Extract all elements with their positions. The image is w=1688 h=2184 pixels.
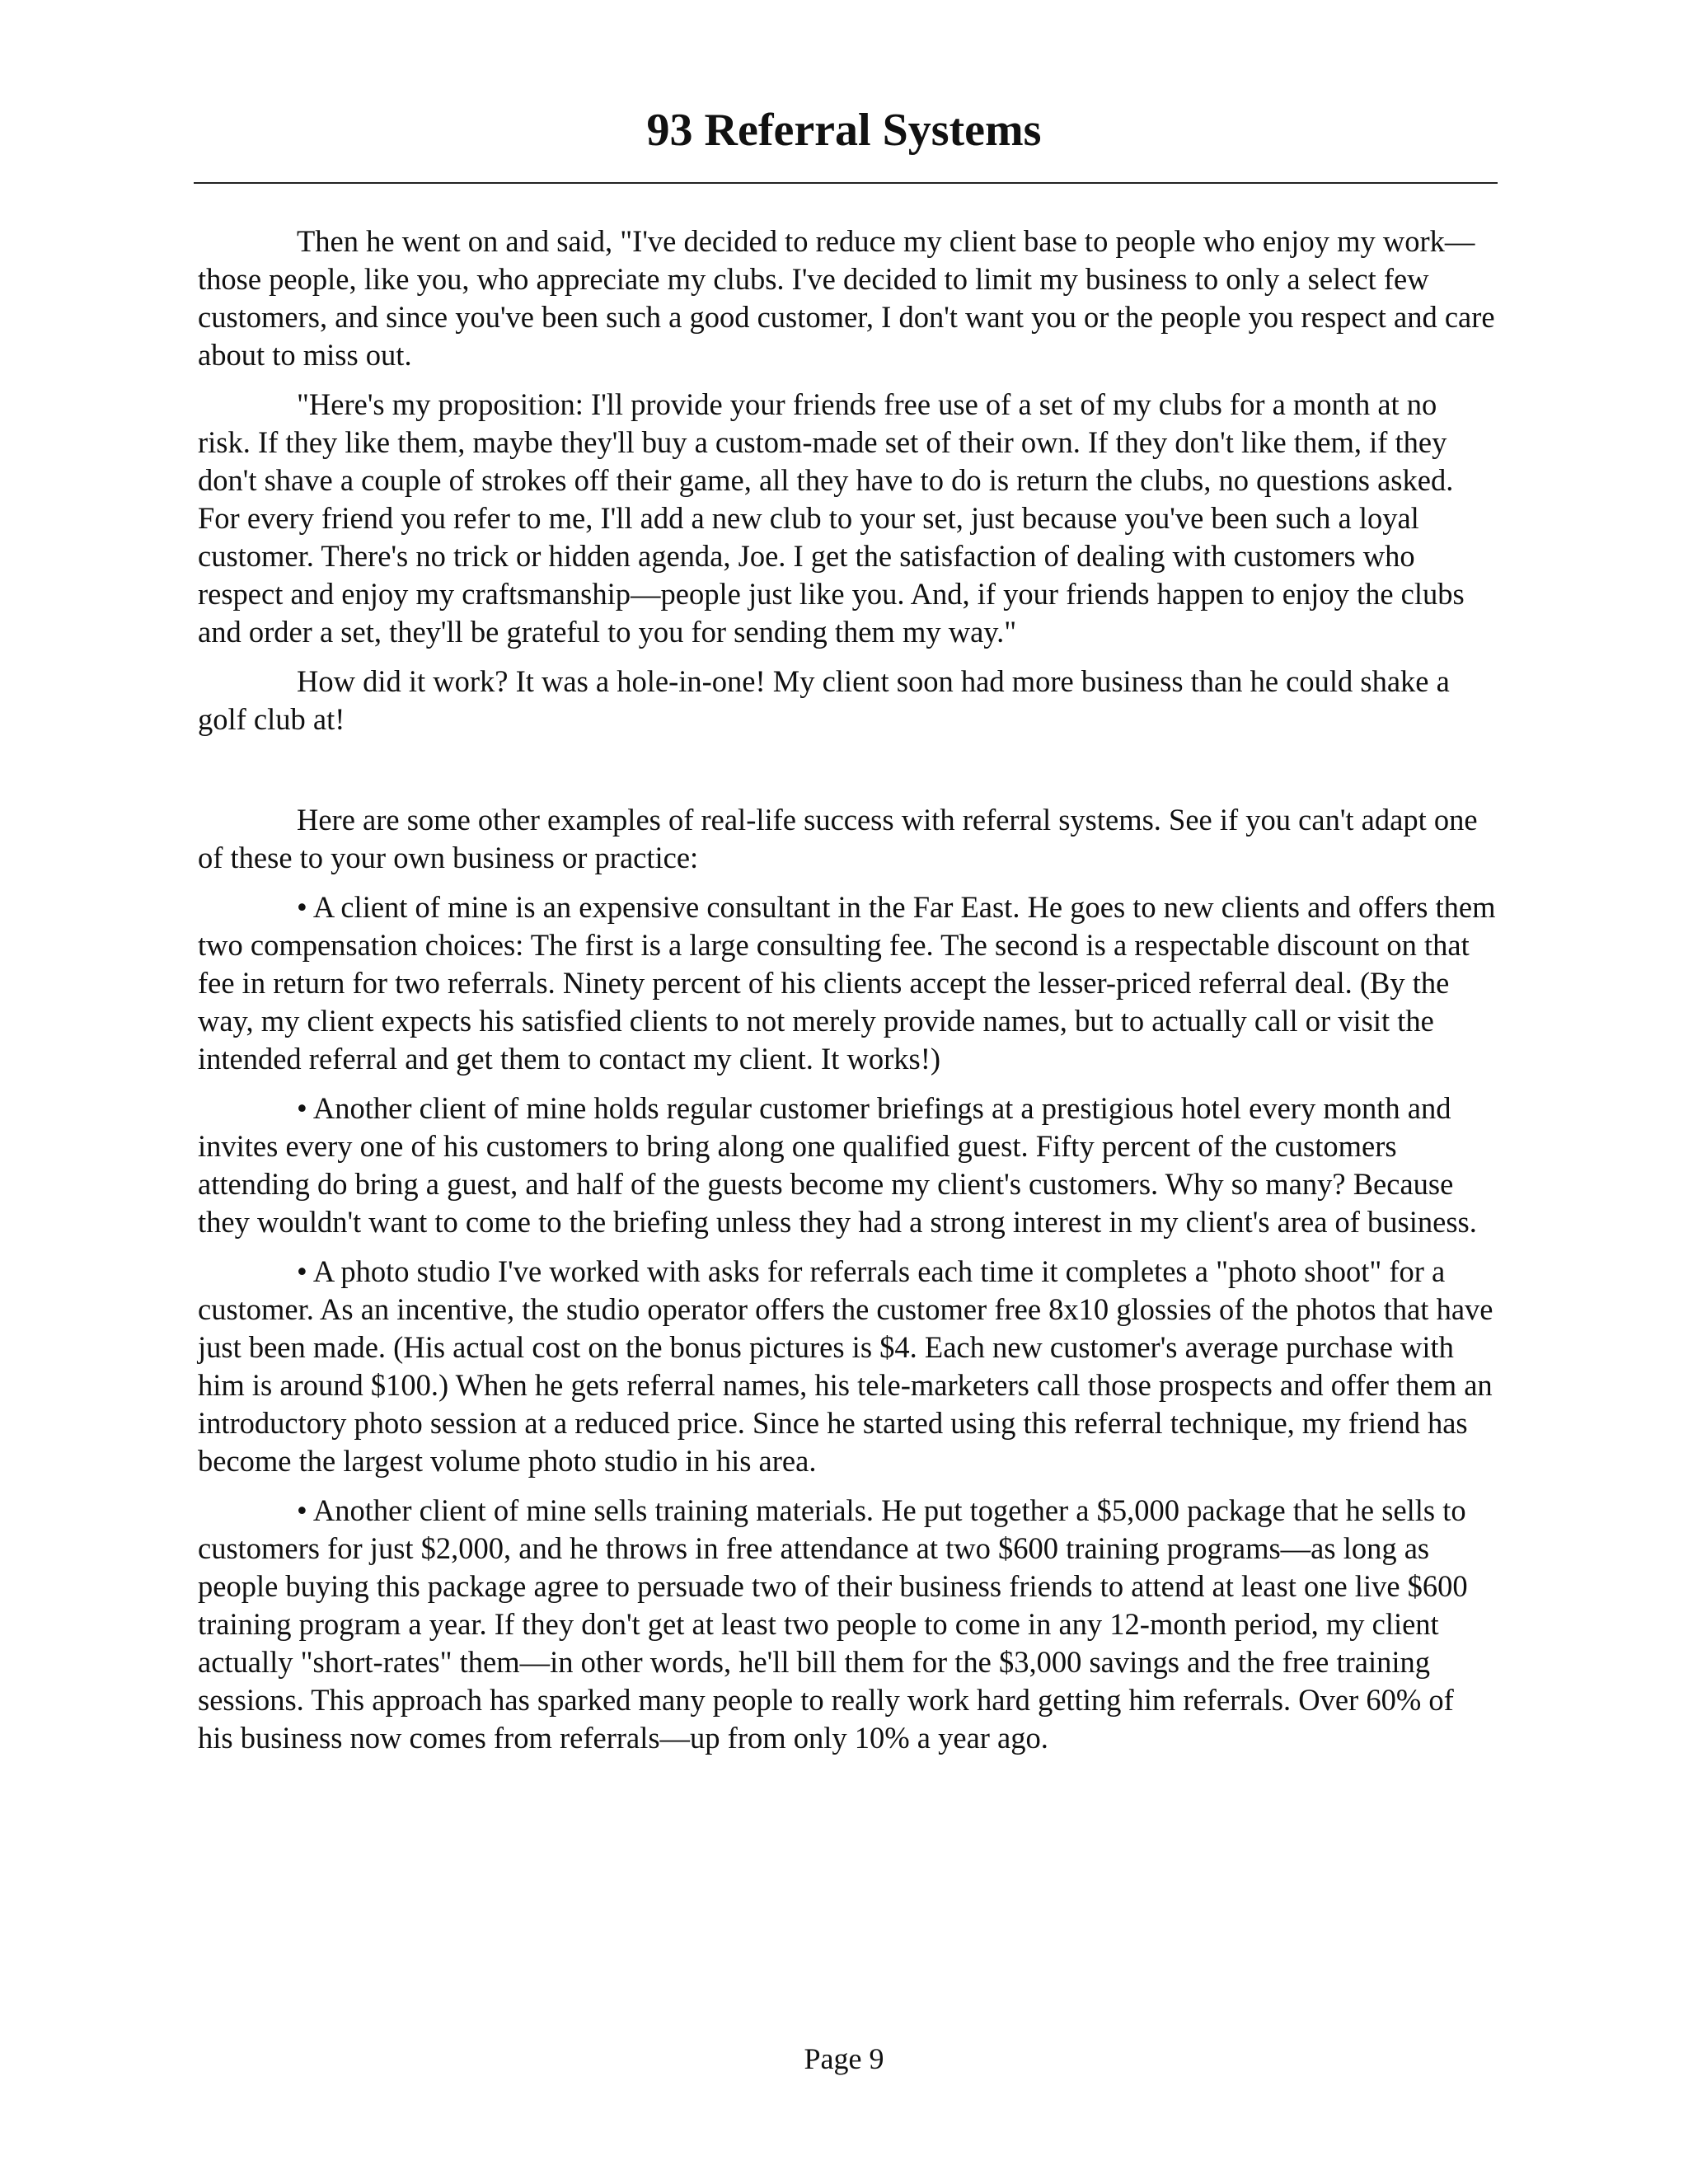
bullet-paragraph: • A client of mine is an expensive consultant in the Far East. He goes to new clients and offers them two compensation choices: The first is a large consulting fee. The second is a respectable discount on that fee in return for two referrals. Ninety percent of his clients accept the lesser-priced referral deal. (By the way, my client expects his satisfied clients to not merely provide names, but to actually call or visit the intended referral and get them to contact my client. It works!) xyxy=(198,890,1496,1076)
page-title: 93 Referral Systems xyxy=(646,105,1042,156)
title-divider xyxy=(194,182,1498,184)
bullet-paragraph: • Another client of mine holds regular customer briefings at a prestigious hotel every month and invites every one of his customers to bring along one qualified guest. Fifty percent of the customers attending do bring a guest, and half of the guests become my client's customers. Why so many? Because they wouldn't want to come to the briefing unless they had a strong interest in my client's area of business. xyxy=(198,1091,1477,1239)
paragraph: How did it work? It was a hole-in-one! My client soon had more business than he could shake a golf club at! xyxy=(198,664,1450,736)
page-number: Page 9 xyxy=(804,2042,884,2075)
bullet-paragraph: • Another client of mine sells training materials. He put together a $5,000 package that he sells to customers for just $2,000, and he throws in free attendance at two $600 training programs—as long as people buying this package agree to persuade two of their business friends to attend at least one live $600 training program a year. If they don't get at least two people to come in any 12-month period, my client actually "short-rates" them—in other words, he'll bill them for the $3,000 savings and the free training sessions. This approach has sparked many people to really work hard getting him referrals. Over 60% of his business now comes from referrals—up from only 10% a year ago. xyxy=(198,1493,1468,1755)
paragraph: Here are some other examples of real-life success with referral systems. See if you can't adapt one of these to your own business or practice: xyxy=(198,803,1478,874)
paragraph: "Here's my proposition: I'll provide your friends free use of a set of my clubs for a month at no risk. If they like them, maybe they'll buy a custom-made set of their own. If they don't like them, if they don't shave a couple of strokes off their game, all they have to do is return the clubs, no questions asked. For every friend you refer to me, I'll add a new club to your set, just because you've been such a loyal customer. There's no trick or hidden agenda, Joe. I get the satisfaction of dealing with customers who respect and enjoy my craftsmanship—people just like you. And, if your friends happen to enjoy the clubs and order a set, they'll be grateful to you for sending them my way." xyxy=(198,387,1465,649)
bullet-paragraph: • A photo studio I've worked with asks for referrals each time it completes a "photo shoot" for a customer. As an incentive, the studio operator offers the customer free 8x10 glossies of the photos that have just been made. (His actual cost on the bonus pictures is $4. Each new customer's average purchase with him is around $100.) When he gets referral names, his tele-marketers call those prospects and offer them an introductory photo session at a reduced price. Since he started using this referral technique, my friend has become the largest volume photo studio in his area. xyxy=(198,1254,1493,1478)
body-text xyxy=(198,223,1496,1769)
paragraph: Then he went on and said, "I've decided to reduce my client base to people who enjoy my work—those people, like you, who appreciate my clubs. I've decided to limit my business to only a select few customers, and since you've been such a good customer, I don't want you or the people you respect and care about to miss out. xyxy=(198,224,1495,372)
